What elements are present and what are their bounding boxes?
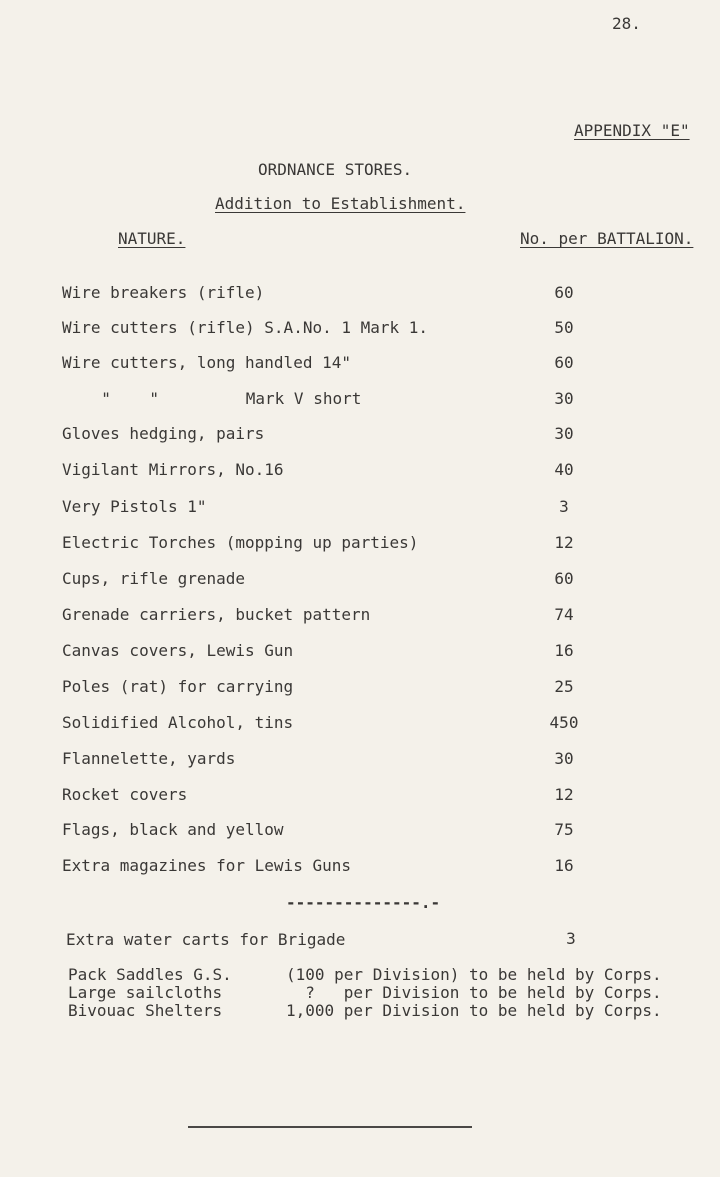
page-subtitle: Addition to Establishment. <box>215 194 466 213</box>
item-name: Wire breakers (rifle) <box>62 283 265 302</box>
bottom-rule <box>188 1126 472 1128</box>
appendix-label: APPENDIX "E" <box>574 121 690 140</box>
item-qty: 12 <box>554 785 574 804</box>
page-number: 28. <box>612 14 641 33</box>
section-separator: --------------.- <box>286 893 441 912</box>
item-name: " " Mark V short <box>82 389 362 408</box>
corps-item-name: Large sailcloths <box>68 983 223 1002</box>
item-qty: 74 <box>554 605 574 624</box>
item-name: Grenade carriers, bucket pattern <box>62 605 371 624</box>
brigade-item-qty: 3 <box>566 929 576 948</box>
item-qty: 40 <box>554 460 574 479</box>
item-qty: 50 <box>554 318 574 337</box>
item-name: Cups, rifle grenade <box>62 569 246 588</box>
item-qty: 3 <box>559 497 569 516</box>
item-name: Wire cutters (rifle) S.A.No. 1 Mark 1. <box>62 318 429 337</box>
corps-item-note: 1,000 per Division to be held by Corps. <box>286 1001 662 1020</box>
corps-item-name: Bivouac Shelters <box>68 1001 223 1020</box>
item-qty: 16 <box>554 641 574 660</box>
item-qty: 60 <box>554 569 574 588</box>
item-name: Electric Torches (mopping up parties) <box>62 533 419 552</box>
item-qty: 30 <box>554 749 574 768</box>
item-qty: 60 <box>554 283 574 302</box>
item-qty: 16 <box>554 856 574 875</box>
item-name: Very Pistols 1" <box>62 497 207 516</box>
item-name: Solidified Alcohol, tins <box>62 713 294 732</box>
item-name: Vigilant Mirrors, No.16 <box>62 460 284 479</box>
item-name: Rocket covers <box>62 785 188 804</box>
corps-item-name: Pack Saddles G.S. <box>68 965 232 984</box>
item-qty: 30 <box>554 389 574 408</box>
column-header-nature: NATURE. <box>118 229 186 248</box>
item-qty: 25 <box>554 677 574 696</box>
item-name: Poles (rat) for carrying <box>62 677 294 696</box>
item-name: Wire cutters, long handled 14" <box>62 353 351 372</box>
corps-item-note: (100 per Division) to be held by Corps. <box>286 965 662 984</box>
item-name: Flannelette, yards <box>62 749 236 768</box>
item-qty: 450 <box>549 713 579 732</box>
item-qty: 75 <box>554 820 574 839</box>
corps-item-note: ? per Division to be held by Corps. <box>286 983 662 1002</box>
item-qty: 30 <box>554 424 574 443</box>
item-name: Extra magazines for Lewis Guns <box>62 856 351 875</box>
item-qty: 12 <box>554 533 574 552</box>
item-name: Gloves hedging, pairs <box>62 424 265 443</box>
brigade-item-name: Extra water carts for Brigade <box>66 930 346 949</box>
item-name: Canvas covers, Lewis Gun <box>62 641 294 660</box>
item-qty: 60 <box>554 353 574 372</box>
column-header-per-battalion: No. per BATTALION. <box>520 229 694 248</box>
page-title: ORDNANCE STORES. <box>258 160 413 179</box>
item-name: Flags, black and yellow <box>62 820 284 839</box>
